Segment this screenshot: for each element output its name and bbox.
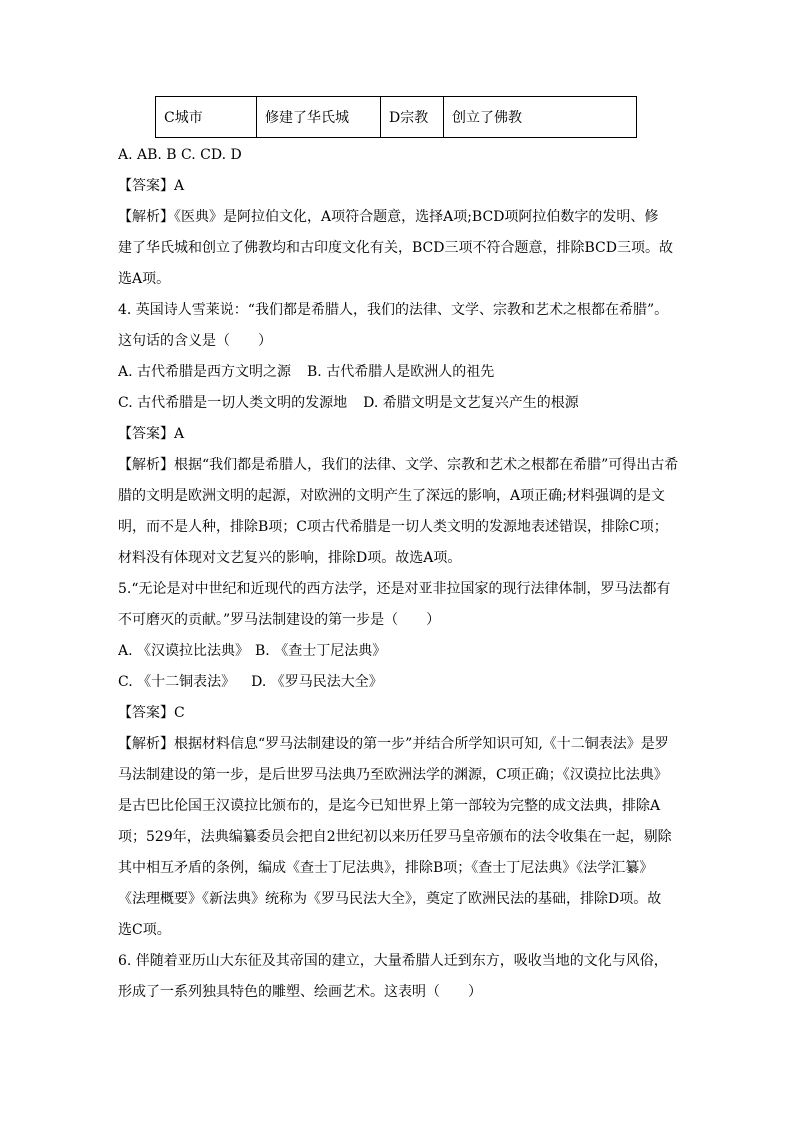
analysis-line: 腊的文明是欧洲文明的起源，对欧洲的文明产生了深远的影响，A项正确;材料强调的是文 <box>118 488 665 504</box>
analysis-line: 马法制建设的第一步，是后世罗马法典乃至欧洲法学的渊源，C项正确；《汉谟拉比法典》 <box>118 767 668 783</box>
stem-line: 6. 伴随着亚历山大东征及其帝国的建立，大量希腊人迁到东方，吸收当地的文化与风俗， <box>118 953 668 969</box>
analysis-line: 是古巴比伦国王汉谟拉比颁布的，是迄今已知世界上第一部较为完整的成文法典，排除A <box>118 798 661 814</box>
option-d: D. 希腊文明是文艺复兴产生的根源 <box>363 395 579 411</box>
analysis-line: 选A项。 <box>118 271 171 287</box>
table-cell: 修建了华氏城 <box>257 97 381 138</box>
analysis-line: 【解析】根据“我们都是希腊人，我们的法律、文学、宗教和艺术之根都在希腊”可得出古希 <box>118 457 679 473</box>
analysis-line: 材料没有体现对文艺复兴的影响，排除D项。故选A项。 <box>118 550 462 566</box>
stem-line: 4. 英国诗人雪莱说：“我们都是希腊人，我们的法律、文学、宗教和艺术之根都在希腊”。 <box>118 302 669 318</box>
stem-line: 5.“无论是对中世纪和近现代的西方法学，还是对亚非拉国家的现行法律体制，罗马法都有 <box>118 581 671 597</box>
q5-answer: 【答案】C <box>118 705 185 721</box>
q6-stem <box>118 946 684 1008</box>
option-b: B. 古代希腊人是欧洲人的祖先 <box>307 364 495 380</box>
table-cell: C城市 <box>156 97 257 138</box>
table-row <box>156 97 637 138</box>
table-cell: 创立了佛教 <box>444 97 637 138</box>
analysis-line: 选C项。 <box>118 922 171 938</box>
q5-analysis <box>118 729 684 946</box>
q5-options-row2 <box>118 667 684 698</box>
q4-analysis <box>118 450 684 574</box>
q4-options-row2 <box>118 388 684 419</box>
analysis-line: 《法理概要》《新法典》统称为《罗马民法大全》，奠定了欧洲民法的基础，排除D项。故 <box>118 891 662 907</box>
option-b: B. 《查士丁尼法典》 <box>255 643 387 659</box>
option-d: D. 《罗马民法大全》 <box>251 674 383 690</box>
analysis-line: 建了华氏城和创立了佛教均和古印度文化有关，BCD三项不符合题意，排除BCD三项。故 <box>118 240 673 256</box>
stem-line: 这句话的含义是（ ） <box>118 333 272 349</box>
stem-line: 不可磨灭的贡献。”罗马法制建设的第一步是（ ） <box>118 612 441 628</box>
table-cell: D宗教 <box>381 97 444 138</box>
q3-analysis <box>118 202 684 295</box>
analysis-line: 【解析】《医典》是阿拉伯文化，A项符合题意，选择A项;BCD项阿拉伯数字的发明、修 <box>118 209 659 225</box>
document-content <box>118 140 684 1008</box>
stem-line: 形成了一系列独具特色的雕塑、绘画艺术。这表明（ ） <box>118 984 482 1000</box>
option-a: A. 古代希腊是西方文明之源 <box>118 364 292 380</box>
q5-options-row1 <box>118 636 684 667</box>
analysis-line: 项；529年，法典编纂委员会把自2世纪初以来历任罗马皇帝颁布的法令收集在一起，剔除 <box>118 829 672 845</box>
q3-answer: 【答案】A <box>118 178 185 194</box>
option-c: C. 《十二铜表法》 <box>118 674 236 690</box>
options-table <box>155 96 637 138</box>
q4-answer: 【答案】A <box>118 426 185 442</box>
q4-options-row1 <box>118 357 684 388</box>
analysis-line: 其中相互矛盾的条例，编成《查士丁尼法典》，排除B项；《查士丁尼法典》《法学汇纂》 <box>118 860 654 876</box>
option-c: C. 古代希腊是一切人类文明的发源地 <box>118 395 348 411</box>
q5-stem <box>118 574 684 636</box>
analysis-line: 【解析】根据材料信息“罗马法制建设的第一步”并结合所学知识可知,《十二铜表法》是罗 <box>118 736 669 752</box>
q4-stem <box>118 295 684 357</box>
analysis-line: 明，而不是人种，排除B项；C项古代希腊是一切人类文明的发源地表述错误，排除C项； <box>118 519 668 535</box>
q3-options: A. AB. B C. CD. D <box>118 147 242 163</box>
option-a: A. 《汉谟拉比法典》 <box>118 643 250 659</box>
